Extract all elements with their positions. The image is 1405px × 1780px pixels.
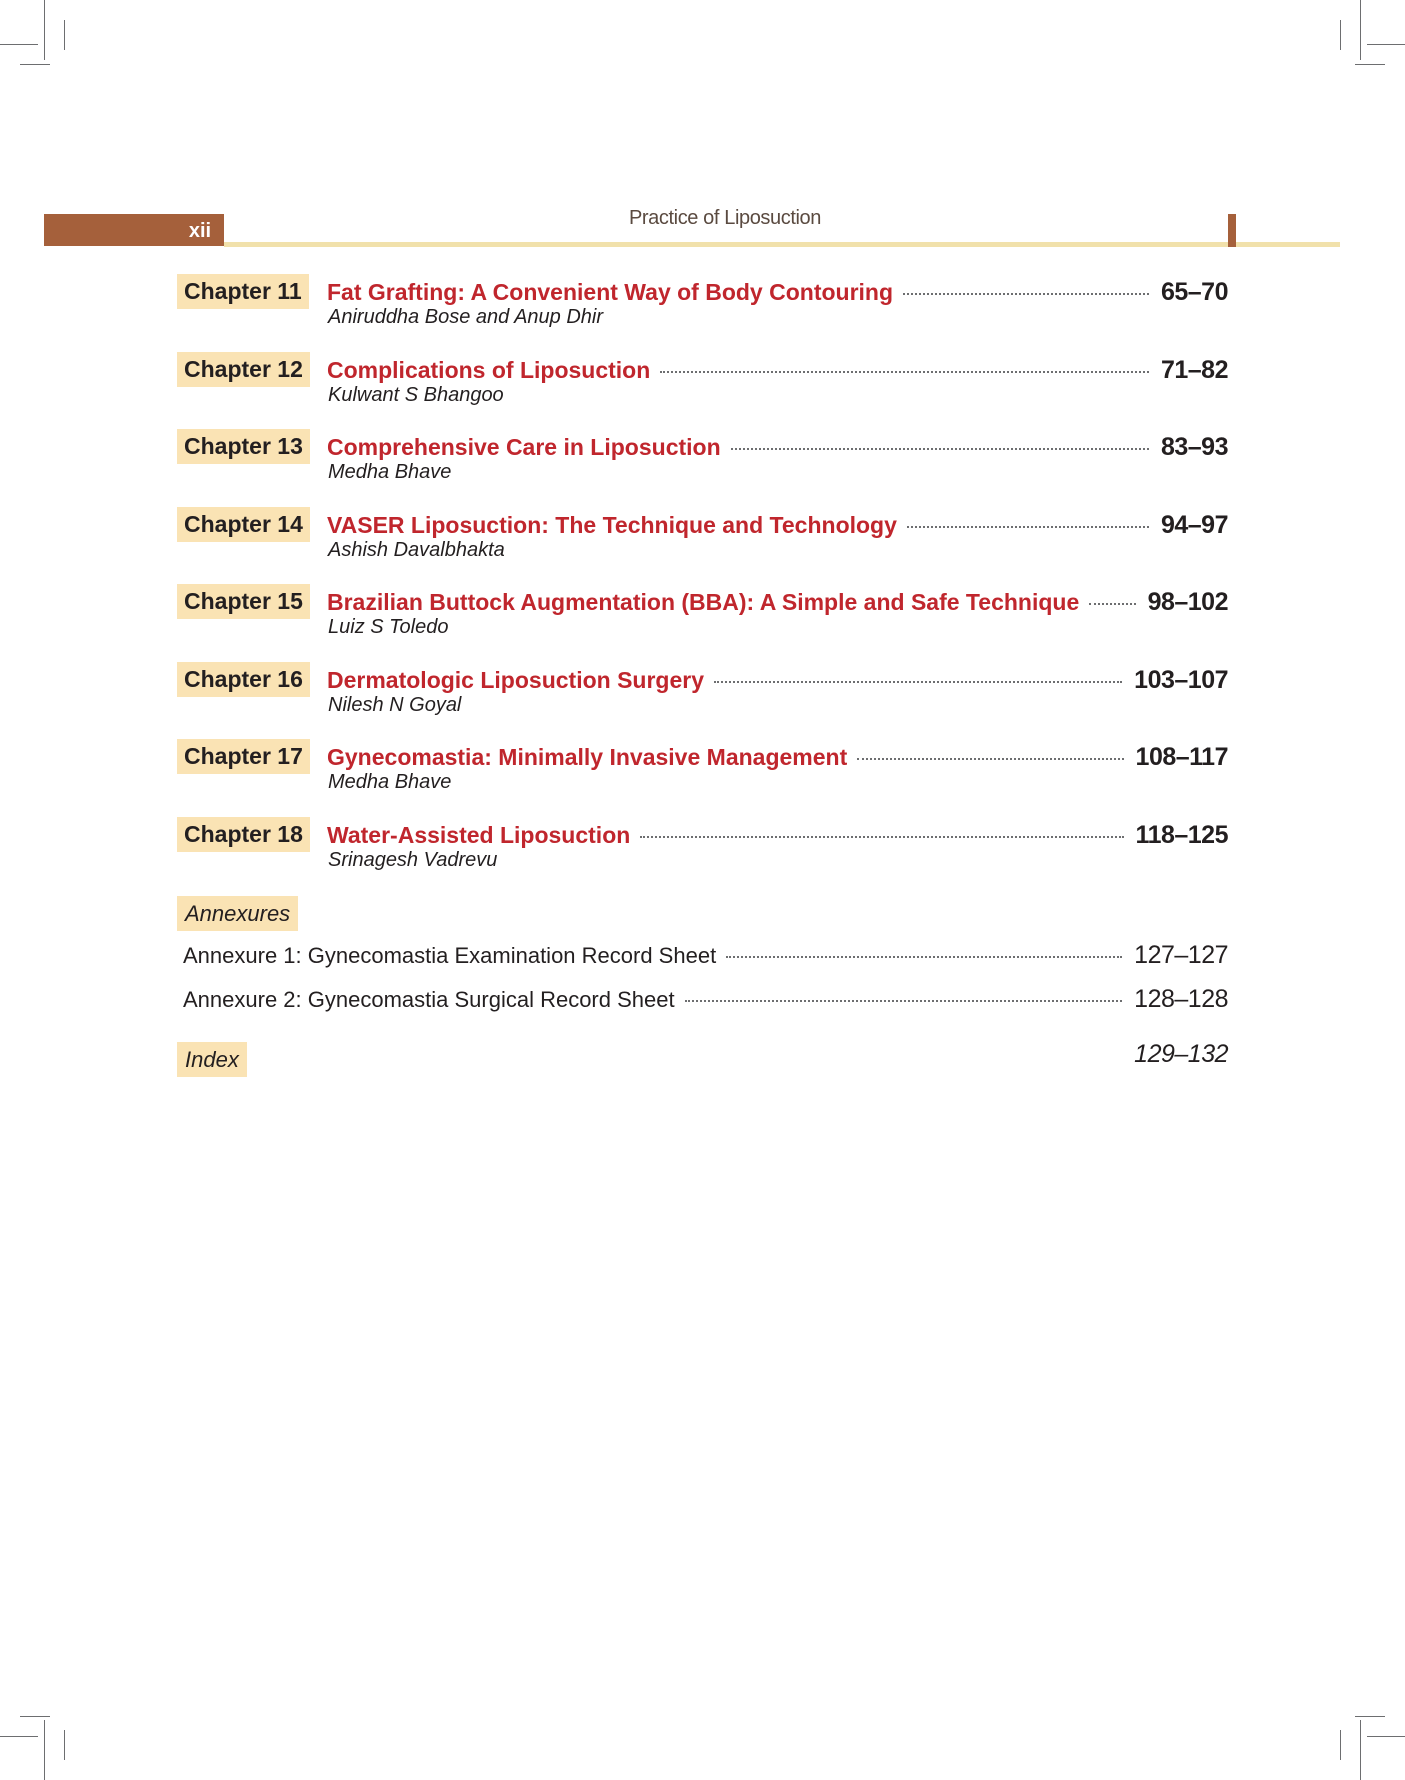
chapter-label: Chapter 15 [177,584,310,619]
dot-leader [714,681,1122,683]
chapter-label: Chapter 14 [177,507,310,542]
page-range: 98–102 [1147,588,1228,616]
chapter-label: Chapter 13 [177,429,310,464]
toc-title-line [327,511,1228,541]
dot-leader [640,836,1123,838]
chapter-title[interactable]: Brazilian Buttock Augmentation (BBA): A Simple and Safe Technique [327,589,1080,615]
page-range: 94–97 [1160,511,1228,539]
chapter-title[interactable]: Dermatologic Liposuction Surgery [327,667,704,693]
book-title: Practice of Liposuction [628,207,822,229]
toc-entry-chapter-14[interactable] [0,505,1405,565]
crop-mark [64,1730,65,1760]
page-range: 108–117 [1135,743,1228,771]
header-rule-cap [1228,214,1236,247]
toc-title-line [327,743,1228,773]
crop-mark [1355,1716,1385,1717]
index-heading[interactable]: Index [177,1042,247,1077]
annexures-heading: Annexures [177,896,298,931]
chapter-authors: Nilesh N Goyal [328,694,462,716]
crop-mark [44,1720,45,1780]
dot-leader [731,448,1149,450]
page-number: xii [188,220,212,242]
chapter-title[interactable]: Comprehensive Care in Liposuction [327,434,721,460]
page-range: 118–125 [1135,821,1228,849]
chapter-label: Chapter 17 [177,739,310,774]
toc-title-line [327,666,1228,696]
toc-entry-chapter-13[interactable] [0,427,1405,487]
chapter-authors: Srinagesh Vadrevu [328,849,498,871]
chapter-title[interactable]: Complications of Liposuction [327,357,651,383]
toc-entry-chapter-18[interactable] [0,815,1405,875]
page-range: 83–93 [1160,433,1228,461]
chapter-authors: Luiz S Toledo [328,616,449,638]
chapter-title[interactable]: Gynecomastia: Minimally Invasive Management [327,744,848,770]
toc-entry-chapter-16[interactable] [0,660,1405,720]
page-range: 127–127 [1134,941,1228,969]
toc-title-line [327,433,1228,463]
chapter-authors: Ashish Davalbhakta [328,539,505,561]
dot-leader [726,956,1122,958]
running-head [0,0,1405,260]
dot-leader [903,293,1149,295]
crop-mark [20,1716,50,1717]
dot-leader [907,526,1149,528]
chapter-label: Chapter 18 [177,817,310,852]
dot-leader [660,371,1149,373]
chapter-label: Chapter 12 [177,352,310,387]
chapter-title[interactable]: Water-Assisted Liposuction [327,822,631,848]
toc-entry-annexure-2[interactable] [183,985,1228,1017]
page-range: 128–128 [1134,985,1228,1013]
chapter-title[interactable]: Fat Grafting: A Convenient Way of Body Contouring [327,279,894,305]
page-range: 65–70 [1160,278,1228,306]
toc-entry-chapter-17[interactable] [0,737,1405,797]
crop-mark [0,1736,38,1737]
page-range: 71–82 [1160,356,1228,384]
toc-entry-chapter-15[interactable] [0,582,1405,642]
toc-title-line [327,821,1228,851]
toc-title-line [327,356,1228,386]
annexure-title[interactable]: Annexure 2: Gynecomastia Surgical Record Sheet [183,987,675,1012]
toc-entry-chapter-11[interactable] [0,272,1405,332]
header-rule [224,242,1340,247]
crop-mark [1367,1736,1405,1737]
toc-entry-annexure-1[interactable] [183,941,1228,973]
annexure-title[interactable]: Annexure 1: Gynecomastia Examination Record Sheet [183,943,717,968]
toc-entry-chapter-12[interactable] [0,350,1405,410]
dot-leader [685,1000,1123,1002]
page-range: 103–107 [1134,666,1228,694]
chapter-authors: Aniruddha Bose and Anup Dhir [328,306,603,328]
chapter-title[interactable]: VASER Liposuction: The Technique and Technology [327,512,897,538]
dot-leader [1089,603,1135,605]
index-page-range: 129–132 [1134,1040,1228,1068]
chapter-authors: Medha Bhave [328,461,452,483]
dot-leader [857,758,1123,760]
toc-title-line [327,588,1228,618]
toc-title-line [327,278,1228,308]
chapter-authors: Kulwant S Bhangoo [328,384,504,406]
crop-mark [1340,1730,1341,1760]
chapter-authors: Medha Bhave [328,771,452,793]
chapter-label: Chapter 16 [177,662,310,697]
crop-mark [1360,1720,1361,1780]
chapter-label: Chapter 11 [177,274,309,309]
